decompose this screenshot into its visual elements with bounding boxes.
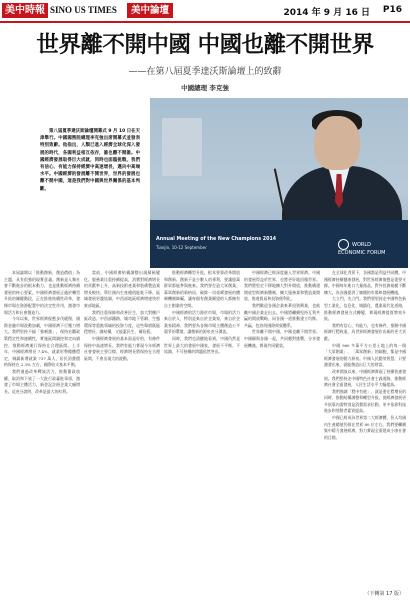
- headline: 世界離不開中國 中國也離不開世界: [36, 32, 374, 58]
- body-column-5: [324, 270, 406, 592]
- issue-date: 2014 年 9 月 16 日: [283, 8, 370, 18]
- section-label: 美中論壇: [127, 3, 173, 18]
- lede-paragraph: 第八屆夏季達沃斯論壇開幕式 9 月 10 日在天津舉行。中國國務院總理李克強出席開幕式並發表特別致辭。他指出，人類已進入經濟全球化深入發展的時代，各國利益相互依存，誰也離不開誰。中國經濟發展取得巨大成就，同時也面臨挑戰，我們有信心、有能力保持經濟中高速增長，邁向中高端水平。中國經濟的發展離不開世界，世界的發展也離不開中國，這是我們對中國與世界關係的基本判斷。: [40, 129, 140, 192]
- paragraph: 同時，我們也清醒地看到，中國仍然是世界上最大的發展中國家，發展不平衡、不協調、不可持續的問題依然突出。: [164, 335, 240, 355]
- header-rule: [0, 21, 410, 23]
- paragraph: 當前，中國經濟結構調整出現積極變化。服務業比重持續提高，消費對經濟增長的貢獻率上升，高新技術產業和裝備製造業增長較快，單位國內生產總值能耗下降。區域發展更趨協調，中西部地區經濟增速快於東部地區。: [84, 270, 160, 308]
- photo-event-title: Annual Meeting of the New Champions 2014: [156, 237, 277, 242]
- body-column-1: [4, 270, 80, 592]
- paragraph: 我們強調「穩中有進」，就是要在穩增長的同時，推動結構調整和轉型升級，使經濟發展更多依靠內需特別是消費需求拉動，更多依靠科技進步和勞動者素質提高。: [324, 388, 406, 414]
- paragraph: 中國經濟發展的基本面是好的，有條件保持中高速增長。我們有能力實現今年經濟社會發展主要目標，經濟增長將保持在合理區間，不會出現大的波動。: [84, 335, 160, 361]
- page-header: [0, 0, 410, 22]
- paragraph: 推動經濟轉型升級，根本要靠改革開放和創新。創新不是少數人的專利，要讓億萬群眾都能參與進來。我們要打造大眾創業、萬眾創新的新格局，破除一切束縛發展的體制機制障礙，讓每個有創業願望的人都擁有自主創業的空間。: [164, 270, 240, 308]
- continued-notice: （下轉第 17 版）: [364, 591, 404, 597]
- newspaper-logo-zh: 美中時報: [2, 3, 48, 18]
- paragraph: 我們歡迎各國企業來華投資興業，也鼓勵中國企業走出去。中國將繼續堅持互利共贏的開放戰略，同各國一道推動建立均衡、共贏、包容的國際經貿體系。: [244, 302, 320, 328]
- speaker-photo: [150, 98, 408, 268]
- body-column-3: [164, 270, 240, 592]
- paragraph: 改革開放以來，中國經濟實現了持續快速發展。我們堅持走中國特色社會主義道路，推動經濟社會全面發展，人民生活水平大幅提高。: [324, 368, 406, 388]
- body-column-4: [244, 270, 320, 592]
- paragraph: 中國經濟的活力源於市場，市場的活力來自於人，特別是來自於企業家，來自於企業家精神。我們要為各類市場主體創造公平競爭的環境，讓創新的源泉充分湧流。: [164, 309, 240, 335]
- paragraph: 大立門，先立門。我們要堅持走中國特色新型工業化、信息化、城鎮化、農業現代化道路，推動經濟發展方式轉變，實現經濟提質增效升級。: [324, 296, 406, 322]
- photo-event-subtitle: Tianjin, 10-12 September: [156, 245, 207, 250]
- paragraph: 中國已經成為世界第二大經濟體，但人均國內生產總值仍排在世界 80 位左右。我們要繼續集中精力發展經濟，努力實現全面建成小康社會的目標。: [324, 415, 406, 440]
- paragraph: 在全球化背景下，各國都是利益共同體。中國經濟持續健康發展，對世界經濟復甦是重要支撐。中國每年進口大量商品，對外投資規模不斷擴大，為各國提供了廣闊的市場和發展機遇。: [324, 270, 406, 295]
- paragraph: 本屆論壇以「推動創新，創造價值」為主題，具有很強的現實意義。創新是人類社會不斷進步的根本動力，也是推動經濟持續發展的核心要素。中國經濟發展正處於轉型升級的關鍵階段，正在推進結構性改革，發揮市場在資源配置中的決定性作用，激發市場活力和社會創造力。: [4, 270, 80, 315]
- paragraph: 我們注重保障和改善民生，加大對棚戶區改造、中西部鐵路、城市地下管網、生態環保等重點領域的投資力度。這些舉措既能穩增長、調結構，又能惠民生、補短板。: [84, 309, 160, 335]
- paragraph: 我們有信心、有能力，也有條件，推動中國經濟行穩致遠，為世界經濟發展作出新的更大貢獻。: [324, 322, 406, 341]
- paragraph: 我們通過改革釋放活力，推動簡政放權，取消和下放了一大批行政審批事項，激發了市場主體活力，新登記註冊企業大幅增長。這充分說明，改革是最大的紅利。: [4, 368, 80, 394]
- paragraph: 中國 960 多萬平方公里土地上的每一個「大眾創業」、「萬眾創新」的細胞，都是中國經濟發展的動力源泉。中國人民勤勞智慧，只要激發出來，就能創造出巨大的財富。: [324, 342, 406, 368]
- body-column-2: [84, 270, 160, 592]
- paragraph: 中國經濟已經深度融入世界經濟。中國的發展得益於世界，也將更好地回饋世界。我們將堅定不移地擴大對外開放，推動構建開放型經濟新體制，擴大服務業和製造業開放，推進貿易和投資便利化。: [244, 270, 320, 302]
- paragraph: 今年以來，世界經濟復甦步伐緩慢，國際金融市場波動加劇，中國經濟下行壓力增大。我們堅持不搞「強刺激」，保持宏觀政策穩定性和連續性，實施區間調控和定向調控，推動經濟運行保持在合理區間。上半年，中國經濟增長 7.4%，就業形勢總體穩定，城鎮新增就業 737 萬人，居民消費價格保持在 2.3% 左右，國際收支基本平衡。: [4, 316, 80, 368]
- subheadline: ——在第八屆夏季達沃斯論壇上的致辭: [128, 67, 282, 77]
- paragraph: 世界離不開中國，中國也離不開世界。中國願與各國一起，共同應對挑戰，分享發展機遇，實現共同繁榮。: [244, 329, 320, 348]
- page-number: P16: [382, 5, 402, 15]
- byline: 中國總理 李克強: [181, 84, 229, 92]
- newspaper-logo-en: SINO US TIMES: [50, 5, 117, 15]
- globe-icon: [338, 239, 349, 250]
- photo-forum-logo: WORLD ECONOMIC FORUM: [338, 239, 400, 256]
